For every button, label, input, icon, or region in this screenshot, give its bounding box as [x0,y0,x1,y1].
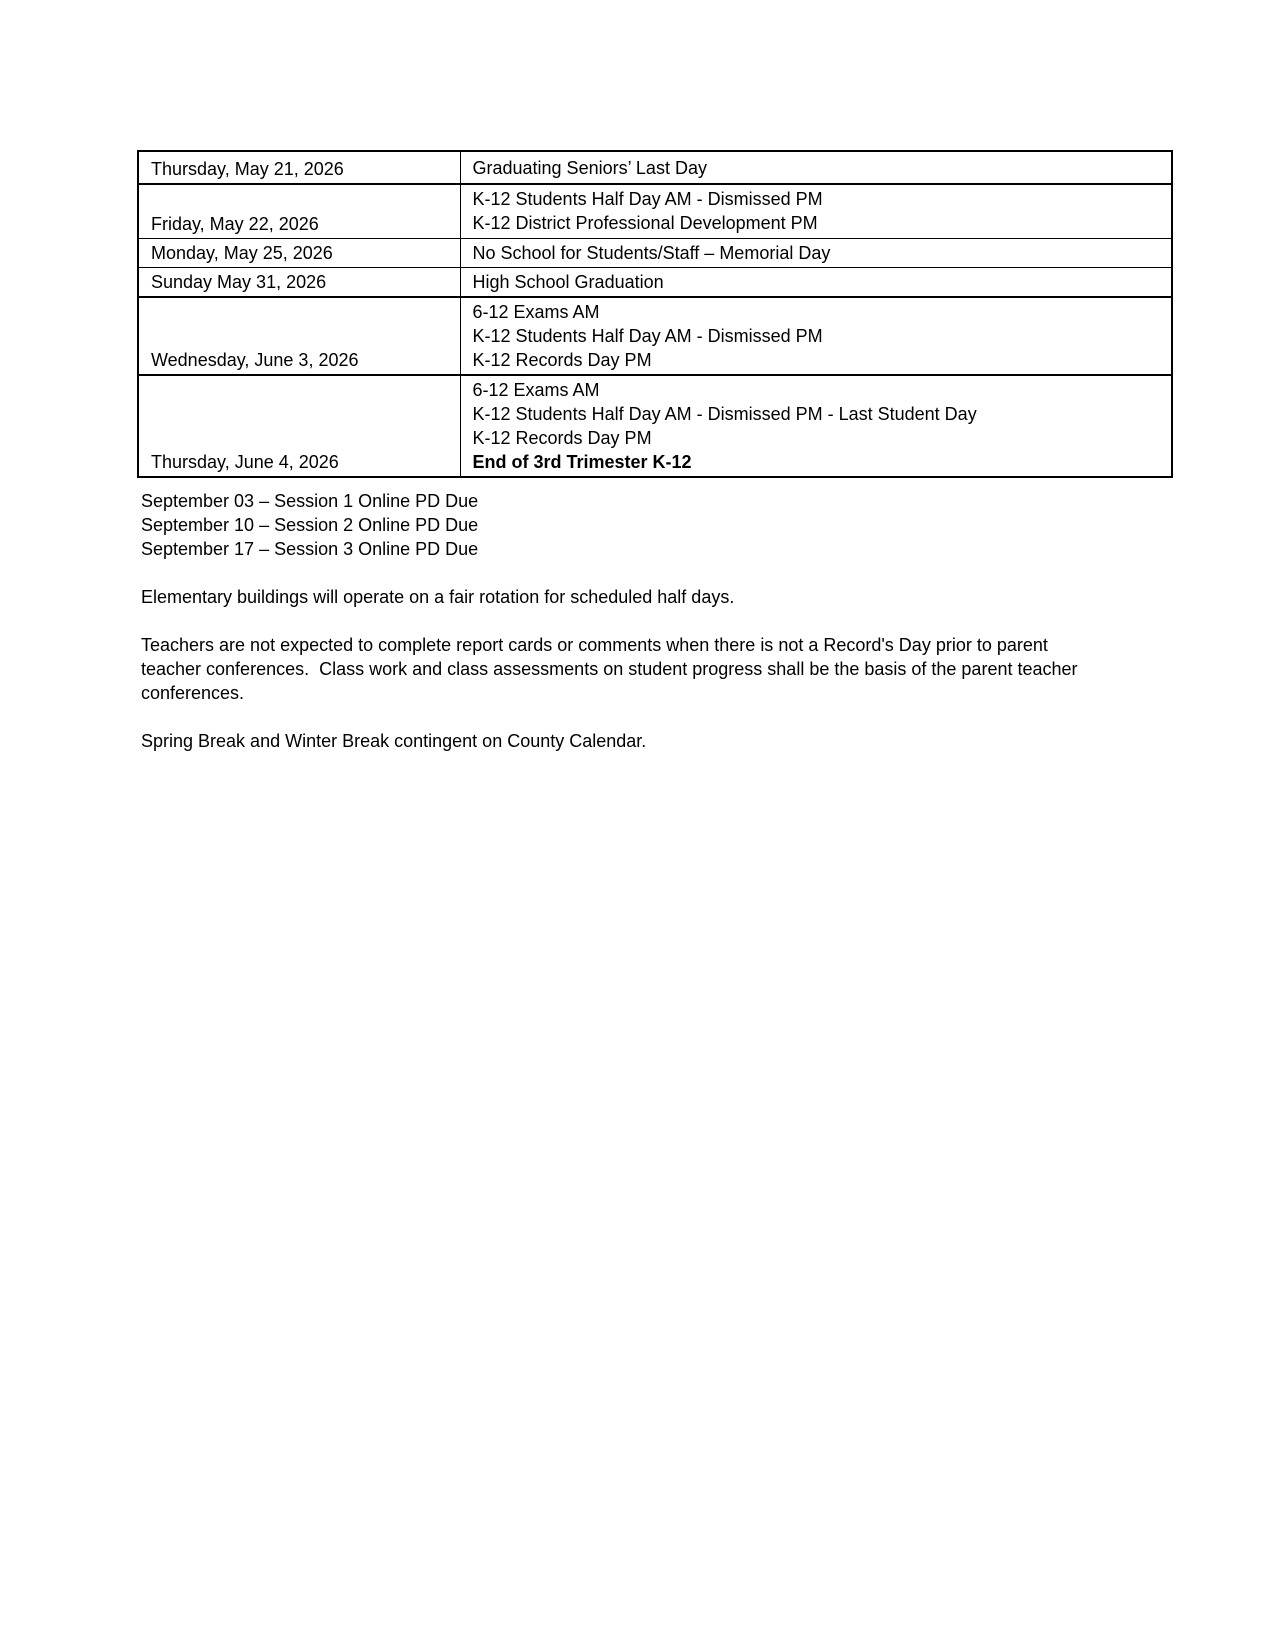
event-line: K-12 Students Half Day AM - Dismissed PM [472,325,823,346]
event-cell [460,238,1172,267]
date-cell: Thursday, May 21, 2026 [138,151,460,184]
table-row [138,375,1172,477]
notes-section [141,489,1091,753]
table-row [138,238,1172,267]
event-cell [460,297,1172,375]
pd-due-item: September 03 – Session 1 Online PD Due [141,491,479,511]
date-cell: Sunday May 31, 2026 [138,267,460,297]
table-row [138,267,1172,297]
event-line-bold: End of 3rd Trimester K-12 [472,451,692,472]
pd-due-item: September 17 – Session 3 Online PD Due [141,539,479,559]
date-cell: Monday, May 25, 2026 [138,238,460,267]
note-half-day-rotation: Elementary buildings will operate on a fair rotation for scheduled half days. [141,587,735,607]
event-line: High School Graduation [472,271,664,292]
note-report-cards: Teachers are not expected to complete report cards or comments when there is not a Record's Day prior to parent teacher conferences. Class work and class assessments on student progress shall be the basis of the parent teacher conferences. [141,635,1078,703]
event-line: K-12 Students Half Day AM - Dismissed PM [472,189,823,210]
event-line: K-12 Records Day PM [472,427,652,448]
event-line: 6-12 Exams AM [472,301,600,322]
event-line: 6-12 Exams AM [472,379,600,400]
event-cell [460,267,1172,297]
event-line: K-12 Records Day PM [472,349,652,370]
pd-due-item: September 10 – Session 2 Online PD Due [141,515,479,535]
pd-due-list [141,489,1091,561]
event-cell [460,184,1172,238]
date-cell: Friday, May 22, 2026 [138,184,460,238]
note-breaks-contingent: Spring Break and Winter Break contingent on County Calendar. [141,731,647,751]
table-row [138,151,1172,184]
date-cell: Wednesday, June 3, 2026 [138,297,460,375]
table-row [138,297,1172,375]
table-row [138,184,1172,238]
date-cell: Thursday, June 4, 2026 [138,375,460,477]
school-calendar-table [137,150,1173,478]
event-line: Graduating Seniors’ Last Day [472,157,707,178]
event-line: No School for Students/Staff – Memorial Day [472,242,831,263]
event-cell [460,151,1172,184]
event-line: K-12 District Professional Development PM [472,213,818,234]
event-line: K-12 Students Half Day AM - Dismissed PM - Last Student Day [472,403,977,424]
event-cell [460,375,1172,477]
